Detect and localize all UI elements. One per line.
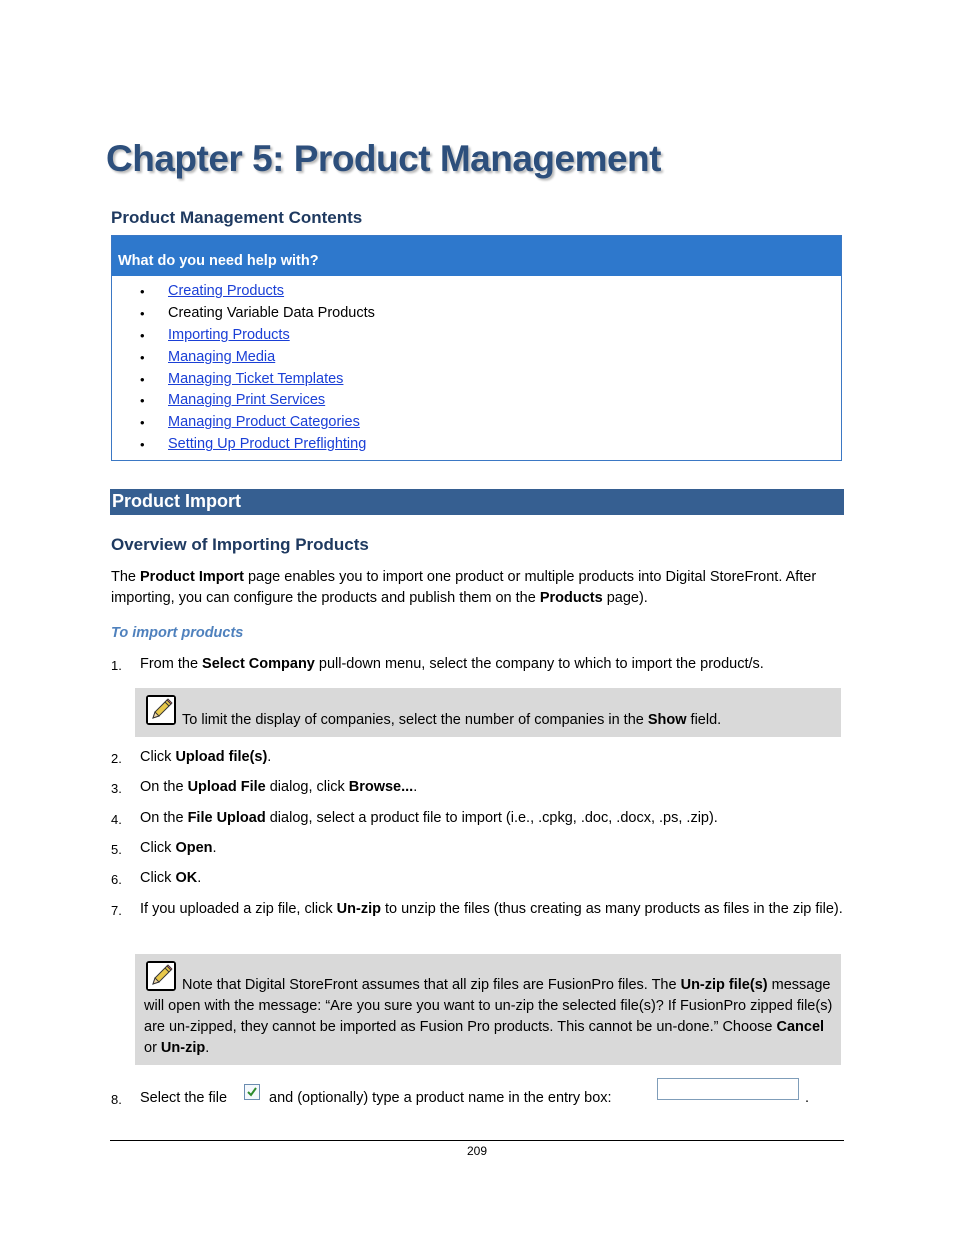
toc-header: What do you need help with? <box>112 236 841 276</box>
bullet-icon: • <box>140 305 145 321</box>
toc-item[interactable] <box>112 412 841 434</box>
note-text: To limit the display of companies, select the number of companies in the Show field. <box>182 712 722 728</box>
step-5 <box>111 838 846 859</box>
note-box <box>135 688 841 737</box>
bullet-icon: • <box>140 437 145 453</box>
step-number: 7. <box>111 903 122 918</box>
bullet-icon: • <box>140 371 145 387</box>
step-text: From the Select Company pull-down menu, select the company to which to import the product/s. <box>140 656 764 672</box>
contents-heading: Product Management Contents <box>111 208 363 227</box>
page-number: 209 <box>466 1144 488 1158</box>
bullet-icon: • <box>140 327 145 343</box>
step-text: On the File Upload dialog, select a product file to import (i.e., .cpkg, .doc, .docx, .ps, .zip). <box>140 810 718 826</box>
pencil-note-icon <box>146 695 176 725</box>
step-6 <box>111 868 846 889</box>
step-number: 4. <box>111 812 122 827</box>
toc-item[interactable] <box>112 390 841 412</box>
step-3 <box>111 777 846 798</box>
product-name-entry-box <box>657 1078 799 1100</box>
step-text: Select the file <box>140 1090 228 1106</box>
step-text: Click OK. <box>140 870 202 886</box>
step-7 <box>111 899 846 920</box>
step-number: 1. <box>111 658 122 673</box>
toc-link-print-services[interactable]: Managing Print Services <box>168 392 326 409</box>
chapter-title: Chapter 5: Product Management <box>106 138 661 179</box>
step-number: 8. <box>111 1092 122 1107</box>
toc-item[interactable] <box>112 347 841 369</box>
step-1 <box>111 654 846 675</box>
step-text: Click Upload file(s). <box>140 749 272 765</box>
toc-item[interactable] <box>112 325 841 347</box>
bullet-icon: • <box>140 415 145 431</box>
overview-paragraph: The Product Import page enables you to import one product or multiple products into Digital StoreFront. After importing, you can configure the products and publish them on the Products page). <box>111 569 817 606</box>
overview-heading: Overview of Importing Products <box>111 535 369 554</box>
procedure-heading: To import products <box>111 625 244 641</box>
toc-item[interactable] <box>112 369 841 391</box>
toc-text-variable-data: Creating Variable Data Products <box>168 304 375 321</box>
step-number: 2. <box>111 751 122 766</box>
step-4 <box>111 808 846 829</box>
toc-link-importing-products[interactable]: Importing Products <box>168 326 290 343</box>
footer-divider <box>110 1140 844 1141</box>
step-number: 5. <box>111 842 122 857</box>
step-2 <box>111 747 846 768</box>
step-text: On the Upload File dialog, click Browse.... <box>140 779 418 795</box>
toc-item <box>112 303 841 325</box>
step-text: Click Open. <box>140 840 217 856</box>
toc-link-managing-media[interactable]: Managing Media <box>168 348 276 365</box>
bullet-icon: • <box>140 284 145 299</box>
toc-link-preflighting[interactable]: Setting Up Product Preflighting <box>168 436 367 453</box>
toc-list <box>112 276 841 456</box>
step-text: If you uploaded a zip file, click Un-zip to unzip the files (thus creating as many products as files in the zip file). <box>140 901 843 917</box>
toc-table <box>111 235 842 461</box>
note-box <box>135 954 841 1065</box>
toc-item[interactable] <box>112 281 841 303</box>
checked-checkbox-icon <box>244 1084 260 1100</box>
toc-item[interactable] <box>112 434 841 456</box>
step-8-text-cont: and (optionally) type a product name in the entry box: <box>269 1090 612 1106</box>
step-number: 6. <box>111 872 122 887</box>
toc-link-creating-products[interactable]: Creating Products <box>168 283 285 299</box>
bullet-icon: • <box>140 393 145 409</box>
toc-link-product-categories[interactable]: Managing Product Categories <box>168 414 360 431</box>
toc-link-ticket-templates[interactable]: Managing Ticket Templates <box>168 370 344 387</box>
note-text: Note that Digital StoreFront assumes that all zip files are FusionPro files. The Un-zip file(s) message will open with the message: “Are you sure you want to un-zip the selected file(s)? If FusionPro zipped file(s) are un-zipped, they cannot be imported as Fusion Pro products. This cannot be un-done.” Choose Cancel or Un-zip. <box>144 977 833 1056</box>
step-number: 3. <box>111 781 122 796</box>
step-8-period: . <box>805 1090 810 1106</box>
bullet-icon: • <box>140 349 145 365</box>
section-title-bar: Product Import <box>110 489 844 515</box>
